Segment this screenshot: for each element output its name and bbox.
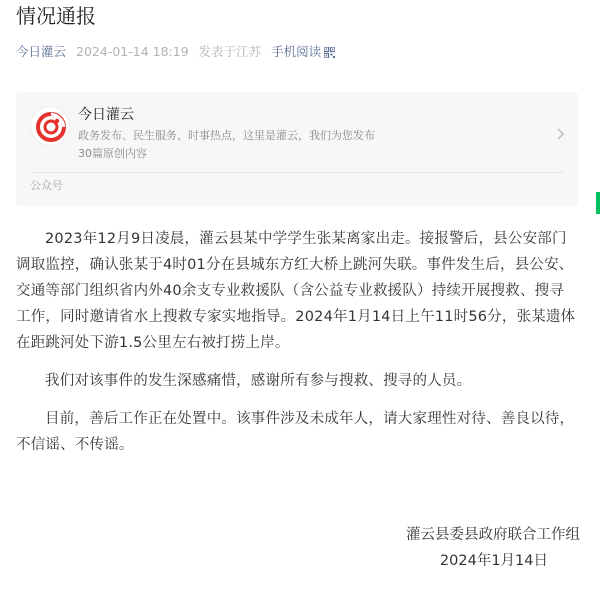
account-logo-icon	[30, 106, 70, 146]
paragraph: 2023年12月9日凌晨，灌云县某中学学生张某离家出走。接报警后，县公安部门调取监控，确认张某于4时01分在县城东方红大桥上跳河失联。事件发生后，县公安、交通等部门组织省内外40余支专业救援队（含公益专业救援队）持续开展搜救、搜寻工作，同时邀请省水上搜救专家实地指导。2024年1月14日上午11时56分，张某遗体在距跳河处下游1.5公里左右被打捞上岸。	[16, 231, 576, 351]
card-divider	[30, 172, 564, 173]
signature-org: 灌云县委县政府联合工作组	[406, 527, 580, 543]
side-float-tab[interactable]	[596, 192, 600, 214]
publish-date: 2024-01-14 18:19	[76, 44, 189, 59]
paragraph: 我们对该事件的发生深感痛惜，感谢所有参与搜救、搜寻的人员。	[45, 373, 472, 389]
article-meta	[16, 44, 335, 60]
article-title: 情况通报	[16, 4, 96, 28]
mobile-read-label: 手机阅读	[271, 44, 322, 59]
card-account-description: 政务发布、民生服务、时事热点，这里是灌云，我们为您发布	[78, 129, 375, 142]
mobile-read-link[interactable]	[271, 44, 335, 60]
article-body	[16, 226, 578, 470]
card-account-type: 公众号	[30, 179, 63, 192]
paragraph: 目前，善后工作正在处置中。该事件涉及未成年人，请大家理性对待、善良以待，不信谣、不传谣。	[16, 411, 575, 453]
chevron-right-icon	[556, 126, 566, 140]
qr-code-icon	[324, 47, 335, 58]
card-account-name: 今日灌云	[78, 107, 134, 123]
account-profile-card[interactable]	[16, 92, 578, 206]
signature-block	[406, 522, 580, 574]
signature-date: 2024年1月14日	[439, 553, 548, 569]
card-article-count: 30篇原创内容	[78, 147, 147, 160]
publish-location: 发表于江苏	[198, 44, 262, 59]
account-name-link[interactable]: 今日灌云	[16, 44, 67, 59]
